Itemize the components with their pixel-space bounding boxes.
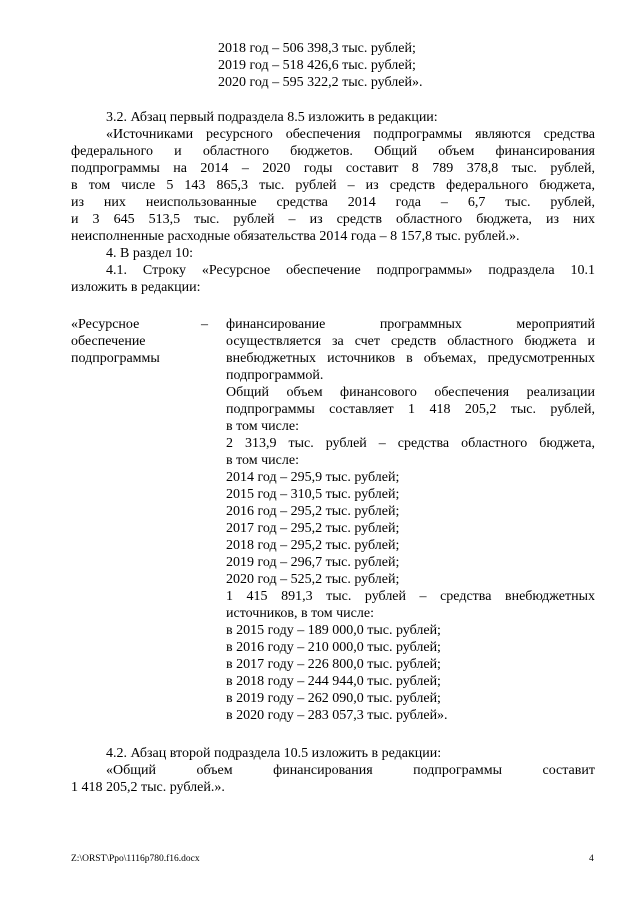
section-3-2-line: федерального и областного бюджетов. Общий объем финансирования (71, 144, 595, 159)
table-right-line: 2015 год – 310,5 тыс. рублей; (226, 487, 400, 502)
table-right-line: в 2020 году – 283 057,3 тыс. рублей». (226, 708, 448, 723)
list-line-2020: 2020 год – 595 322,2 тыс. рублей». (218, 75, 423, 90)
table-right-line: источников, в том числе: (226, 606, 374, 621)
section-3-2-line: из них неиспользованные средства 2014 года – 6,7 тыс. рублей, (71, 195, 595, 210)
table-right-line: в 2019 году – 262 090,0 тыс. рублей; (226, 691, 441, 706)
table-right-line: 2 313,9 тыс. рублей – средства областного бюджета, (226, 436, 595, 451)
table-right-line: 2016 год – 295,2 тыс. рублей; (226, 504, 400, 519)
section-4-heading: 4. В раздел 10: (106, 246, 194, 261)
section-3-2-heading: 3.2. Абзац первый подраздела 8.5 изложить в редакции: (106, 110, 438, 125)
table-right-line: подпрограммой. (226, 368, 324, 383)
table-right-line: 2014 год – 295,9 тыс. рублей; (226, 470, 400, 485)
table-right-line: 2019 год – 296,7 тыс. рублей; (226, 555, 400, 570)
table-right-line: подпрограммы составляет 1 418 205,2 тыс. рублей, (226, 402, 595, 417)
section-4-2-heading: 4.2. Абзац второй подраздела 10.5 изложить в редакции: (106, 746, 442, 761)
table-left-label: «Ресурсное – (71, 317, 208, 332)
page-number: 4 (589, 854, 594, 864)
table-left-label: обеспечение (71, 334, 146, 349)
section-4-2-line: 1 418 205,2 тыс. рублей.». (71, 780, 225, 795)
section-3-2-line: неисполненные расходные обязательства 2014 года – 8 157,8 тыс. рублей.». (71, 229, 520, 244)
table-right-line: 2020 год – 525,2 тыс. рублей; (226, 572, 400, 587)
table-right-line: Общий объем финансового обеспечения реализации (226, 385, 595, 400)
section-4-2-line: «Общий объем финансирования подпрограммы составит (106, 763, 595, 778)
table-left-label: подпрограммы (71, 351, 160, 366)
section-3-2-line: в том числе 5 143 865,3 тыс. рублей – из средств федерального бюджета, (71, 178, 595, 193)
table-right-line: в 2015 году – 189 000,0 тыс. рублей; (226, 623, 441, 638)
table-right-line: в 2017 году – 226 800,0 тыс. рублей; (226, 657, 441, 672)
table-right-line: 2018 год – 295,2 тыс. рублей; (226, 538, 400, 553)
table-right-line: 1 415 891,3 тыс. рублей – средства внебюджетных (226, 589, 595, 604)
table-right-line: в том числе: (226, 453, 299, 468)
section-3-2-line: подпрограммы на 2014 – 2020 годы составит 8 789 378,8 тыс. рублей, (71, 161, 595, 176)
list-line-2018: 2018 год – 506 398,3 тыс. рублей; (218, 41, 416, 56)
table-right-line: 2017 год – 295,2 тыс. рублей; (226, 521, 400, 536)
table-right-line: в 2018 году – 244 944,0 тыс. рублей; (226, 674, 441, 689)
section-3-2-line: и 3 645 513,5 тыс. рублей – из средств областного бюджета, из них (71, 212, 595, 227)
section-3-2-line: «Источниками ресурсного обеспечения подпрограммы являются средства (106, 127, 595, 142)
table-right-line: в том числе: (226, 419, 299, 434)
table-right-line: внебюджетных источников в объемах, предусмотренных (226, 351, 595, 366)
table-right-line: финансирование программных мероприятий (226, 317, 595, 332)
section-4-1-heading-cont: изложить в редакции: (71, 280, 201, 295)
list-line-2019: 2019 год – 518 426,6 тыс. рублей; (218, 58, 416, 73)
table-right-line: осуществляется за счет средств областного бюджета и (226, 334, 595, 349)
section-4-1-heading: 4.1. Строку «Ресурсное обеспечение подпрограммы» подраздела 10.1 (106, 263, 595, 278)
footer-file-path: Z:\ORST\Ppo\1116p780.f16.docx (71, 854, 200, 864)
table-right-line: в 2016 году – 210 000,0 тыс. рублей; (226, 640, 441, 655)
